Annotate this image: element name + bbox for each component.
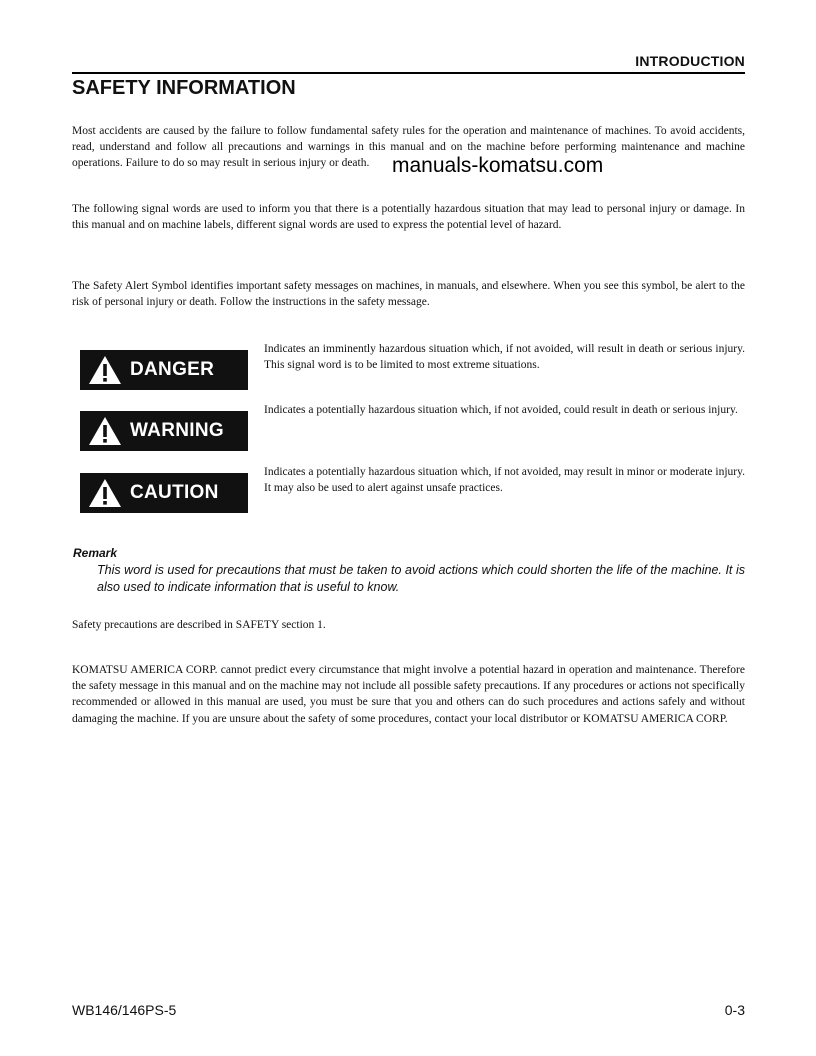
header-section: INTRODUCTION xyxy=(635,53,745,69)
remark-body: This word is used for precautions that must be taken to avoid actions which could shorten the life of the machine. It is also used to indicate information that is useful to know. xyxy=(97,563,745,594)
alert-triangle-icon xyxy=(88,416,122,446)
paragraph-intro: Most accidents are caused by the failure to follow fundamental safety rules for the operation and maintenance of machines. To avoid accidents, read, understand and follow all precautions and warnings in this manual and on the machine before performing maintenance and machine operations. Failure to do so may result in serious injury or death. xyxy=(72,125,745,170)
paragraph-precautions: Safety precautions are described in SAFETY section 1. xyxy=(72,619,326,631)
warning-label xyxy=(80,411,248,451)
page-title: SAFETY INFORMATION xyxy=(72,77,296,99)
warning-word: WARNING xyxy=(130,420,224,441)
paragraph-komatsu: KOMATSU AMERICA CORP. cannot predict every circumstance that might involve a potential hazard in operation and maintenance. Therefore the safety message in this manual and on the machine may not include all possible safety precautions. If any procedures or actions not specifically recommended or allowed in this manual are used, you must be sure that you and others can do such procedures and actions safely and without damaging the machine. If you are unsure about the safety of some procedures, contact your local distributor or KOMATSU AMERICA CORP. xyxy=(72,664,745,725)
alert-triangle-icon xyxy=(88,478,122,508)
danger-description: Indicates an imminently hazardous situation which, if not avoided, will result in death or serious injury. This signal word is to be limited to most extreme situations. xyxy=(264,343,745,372)
signal-row-danger xyxy=(80,343,745,400)
caution-description: Indicates a potentially hazardous situation which, if not avoided, may result in minor or moderate injury. It may also be used to alert against unsafe practices. xyxy=(264,466,745,495)
caution-word: CAUTION xyxy=(130,482,219,503)
signal-row-warning xyxy=(80,404,745,461)
footer-model: WB146/146PS-5 xyxy=(72,1002,177,1018)
remark-title: Remark xyxy=(73,546,118,560)
alert-triangle-icon xyxy=(88,355,122,385)
caution-label xyxy=(80,473,248,513)
paragraph-signal-words: The following signal words are used to inform you that there is a potentially hazardous situation that may lead to personal injury or damage. In this manual and on machine labels, different signal words are used to express the potential level of hazard. xyxy=(72,203,745,232)
header-rule xyxy=(72,72,745,74)
signal-row-caution xyxy=(80,466,745,523)
footer-page-number: 0-3 xyxy=(724,1002,745,1018)
danger-word: DANGER xyxy=(130,359,215,380)
watermark-text: manuals-komatsu.com xyxy=(392,154,604,177)
danger-label xyxy=(80,350,248,390)
paragraph-alert-symbol: The Safety Alert Symbol identifies important safety messages on machines, in manuals, and elsewhere. When you see this symbol, be alert to the risk of personal injury or death. Follow the instructions in the safety message. xyxy=(72,280,745,309)
warning-description: Indicates a potentially hazardous situation which, if not avoided, could result in death or serious injury. xyxy=(264,404,738,416)
